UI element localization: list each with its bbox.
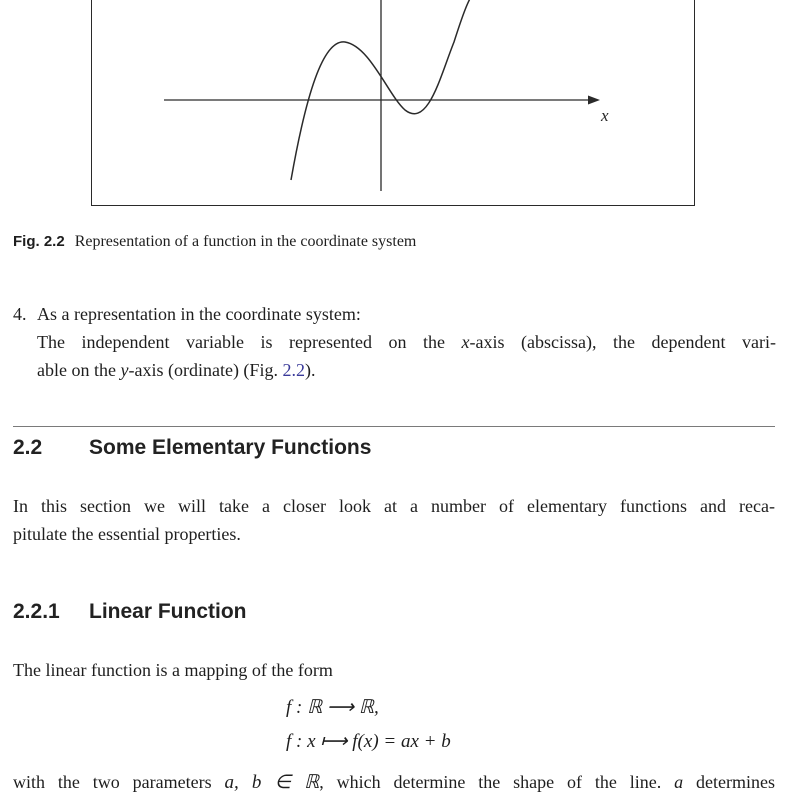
figure-label: Fig. 2.2 <box>13 233 65 250</box>
equation-mapping-rule: f : x ⟼ f(x) = ax + b <box>286 731 451 752</box>
subsection-heading <box>13 600 247 624</box>
x-axis-label: x <box>601 106 609 125</box>
parameters-paragraph-line: with the two parameters a, b ∈ ℝ, which determine the shape of the line. a determines <box>13 772 775 793</box>
figure-caption-text: Representation of a function in the coordinate system <box>74 233 417 250</box>
function-curve <box>291 0 474 180</box>
section-divider <box>13 426 775 427</box>
function-plot <box>92 0 696 207</box>
section-intro-paragraph <box>13 492 775 548</box>
list-item-line-2: The independent variable is represented on the x-axis (abscissa), the dependent vari- <box>37 332 776 352</box>
figure-frame <box>91 0 695 206</box>
section-heading <box>13 436 371 460</box>
figure-caption <box>13 233 416 251</box>
paragraph-line: pitulate the essential properties. <box>13 524 241 544</box>
paragraph-line: In this section we will take a closer look at a number of elementary functions and reca- <box>13 496 775 516</box>
list-item-line-1: As a representation in the coordinate system: <box>37 304 361 324</box>
list-item-line-3: able on the y-axis (ordinate) (Fig. 2.2). <box>37 360 316 380</box>
equation-mapping-domain: f : ℝ ⟶ ℝ, <box>286 697 379 718</box>
subsection-number: 2.2.1 <box>13 600 60 623</box>
list-item-number: 4. <box>13 304 27 324</box>
section-title: Some Elementary Functions <box>89 436 372 459</box>
section-number: 2.2 <box>13 436 43 459</box>
x-axis-arrowhead <box>588 96 600 105</box>
subsection-title: Linear Function <box>89 600 247 623</box>
figure-reference-link[interactable]: 2.2 <box>282 360 305 380</box>
subsection-intro-text: The linear function is a mapping of the form <box>13 660 333 680</box>
